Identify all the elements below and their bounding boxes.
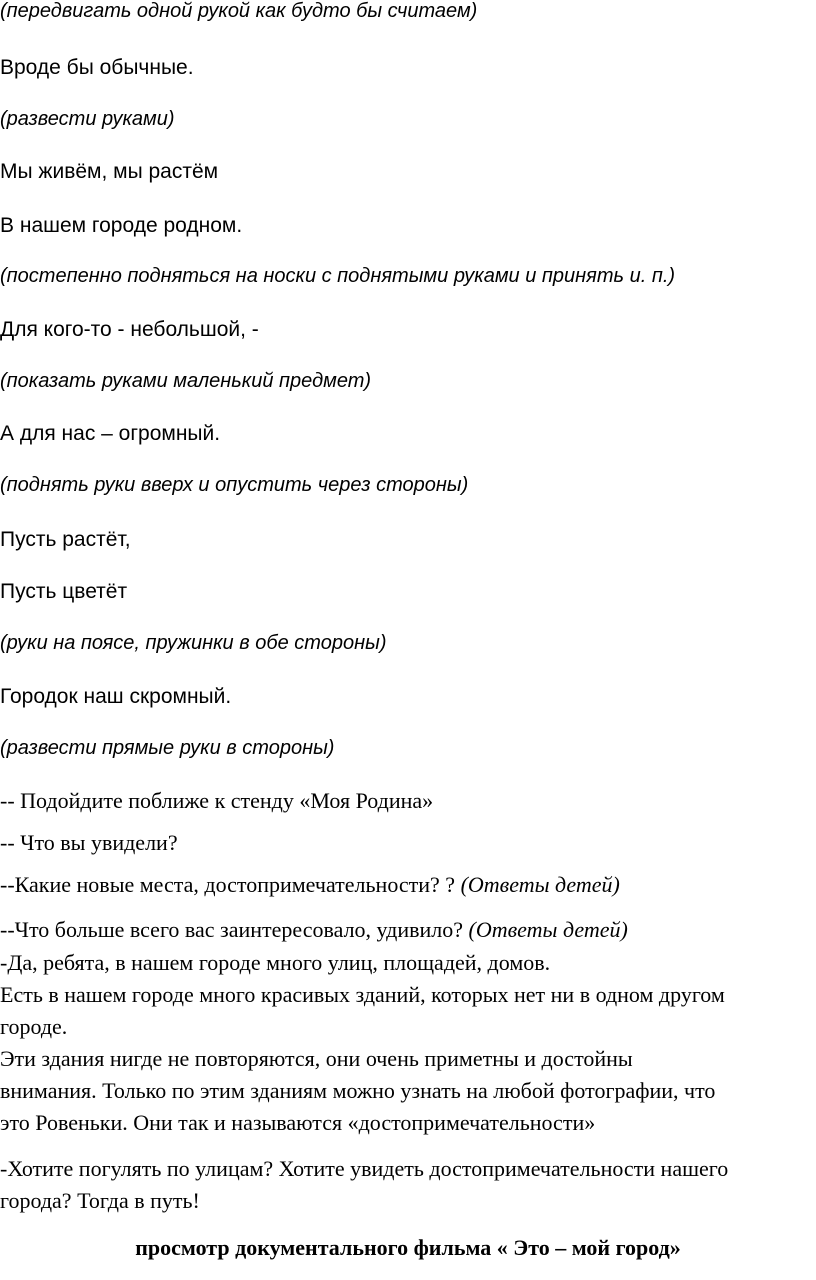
poem-line: Мы живём, мы растём [0, 160, 219, 183]
poem-line: Пусть растёт, [0, 528, 131, 551]
poem-line: Городок наш скромный. [0, 685, 232, 708]
paragraph-line: -Да, ребята, в нашем городе много улиц, площадей, домов. [0, 950, 551, 975]
paragraph-line: города? Тогда в путь! [0, 1188, 200, 1213]
poem-line: А для нас – огромный. [0, 422, 221, 445]
stage-direction: (показать руками маленький предмет) [0, 370, 372, 392]
stage-direction: (развести руками) [0, 108, 175, 130]
dialog-question: --Что больше всего вас заинтересовало, удивило? [0, 917, 464, 942]
paragraph-line: городе. [0, 1014, 68, 1039]
answer-note: (Ответы детей) [460, 872, 620, 897]
stage-direction: (руки на поясе, пружинки в обе стороны) [0, 632, 387, 654]
dialog-question: --Какие новые места, достопримечательности? ? [0, 872, 456, 897]
stage-direction: (поднять руки вверх и опустить через стороны) [0, 474, 469, 496]
poem-line: Вроде бы обычные. [0, 56, 194, 79]
poem-line: Пусть цветёт [0, 580, 128, 603]
paragraph-line: -Хотите погулять по улицам? Хотите увидеть достопримечательности нашего [0, 1156, 729, 1181]
paragraph-line: внимания. Только по этим зданиям можно узнать на любой фотографии, что [0, 1078, 716, 1103]
stage-direction: (постепенно подняться на носки с поднятыми руками и принять и. п.) [0, 265, 676, 287]
film-heading: просмотр документального фильма « Это – мой город» [135, 1235, 681, 1260]
poem-line: В нашем городе родном. [0, 214, 243, 237]
paragraph-line: это Ровеньки. Они так и называются «достопримечательности» [0, 1110, 596, 1135]
stage-direction: (передвигать одной рукой как будто бы считаем) [0, 0, 478, 22]
answer-note: (Ответы детей) [468, 917, 628, 942]
paragraph-line: Есть в нашем городе много красивых зданий, которых нет ни в одном другом [0, 982, 725, 1007]
poem-line: Для кого-то - небольшой, - [0, 318, 259, 341]
dialog-line [0, 872, 816, 898]
stage-direction: (развести прямые руки в стороны) [0, 737, 335, 759]
dialog-line: -- Что вы увидели? [0, 830, 178, 855]
dialog-line: -- Подойдите поближе к стенду «Моя Родина» [0, 788, 434, 813]
paragraph-line: Эти здания нигде не повторяются, они очень приметны и достойны [0, 1046, 633, 1071]
dialog-line [0, 917, 816, 943]
